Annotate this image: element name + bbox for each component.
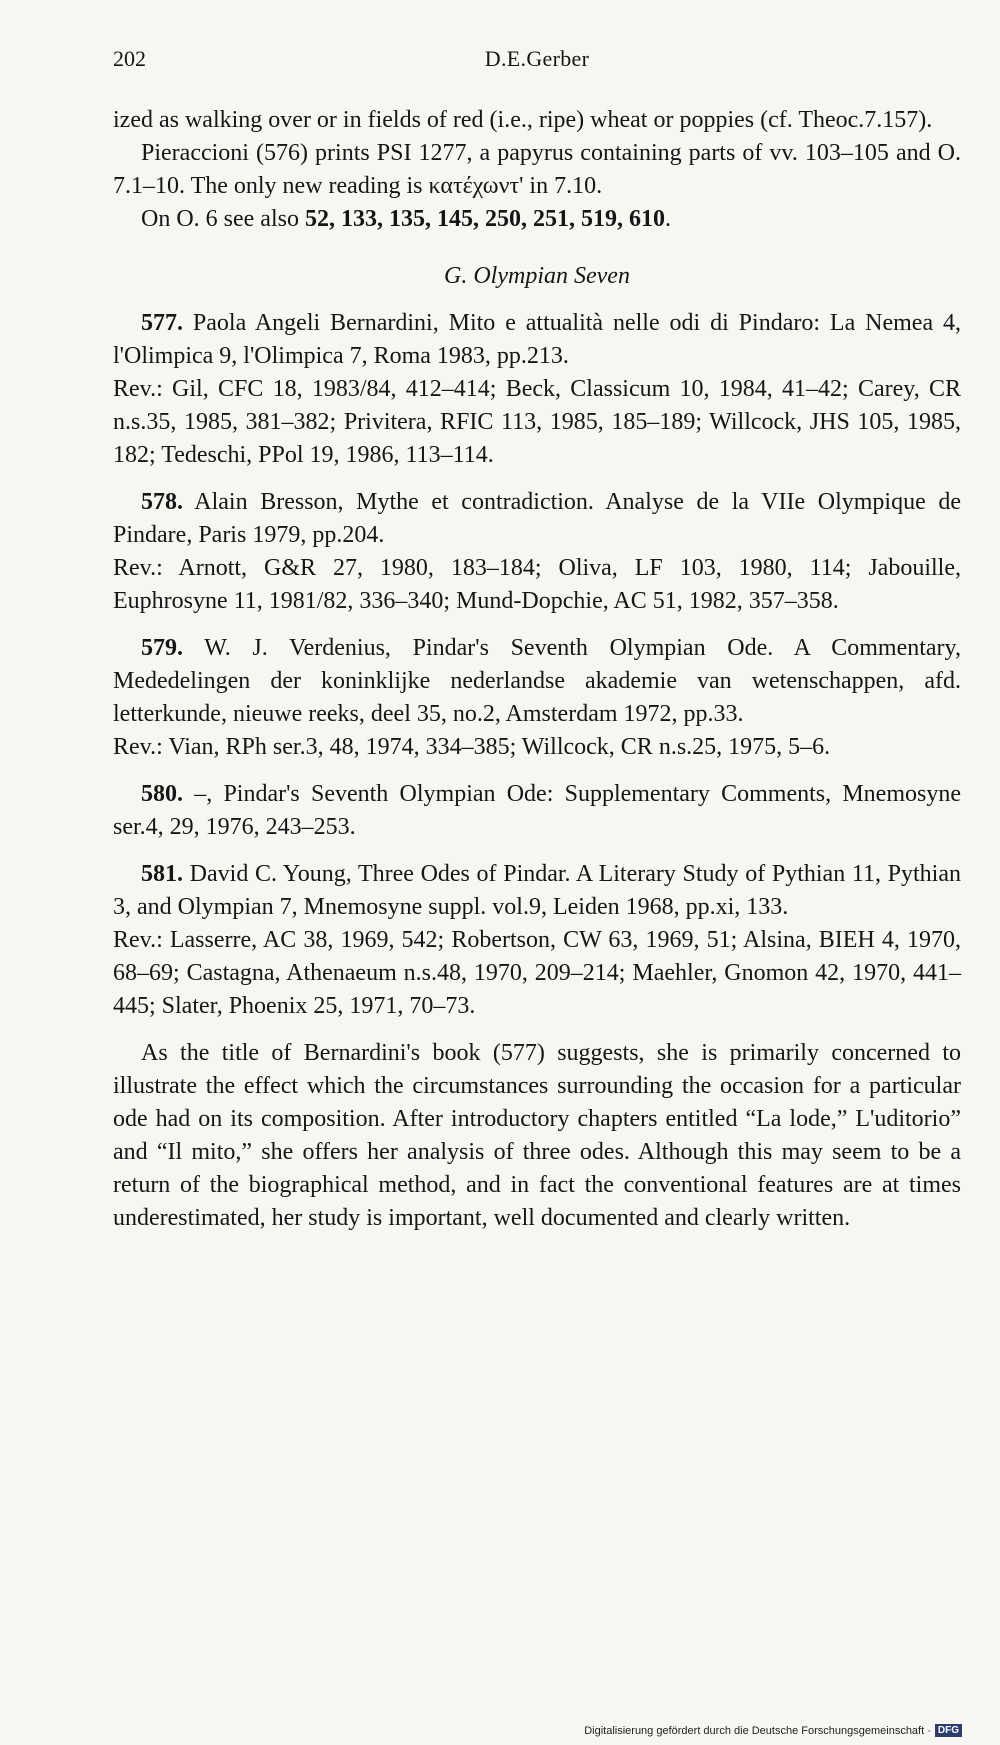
cross-references: 52, 133, 135, 145, 250, 251, 519, 610 [304,206,665,232]
entry-reviews: Rev.: Arnott, G&R 27, 1980, 183–184; Oliva, LF 103, 1980, 114; Jabouille, Euphrosyne 11, 1981/82, 336–340; Mund-Dopchie, AC 51, 1982, 357–358. [113,555,961,614]
entry-citation [113,307,961,373]
entry-number: 581. [141,861,183,887]
entry-citation [113,486,961,552]
entry-reviews: Rev.: Gil, CFC 18, 1983/84, 412–414; Beck, Classicum 10, 1984, 41–42; Carey, CR n.s.35, 1985, 381–382; Privitera, RFIC 113, 1985, 185–189; Willcock, JHS 105, 1985, 182; Tedeschi, PPol 19, 1986, 113–114. [113,376,961,468]
entry-citation [113,778,961,844]
intro-paragraph-3 [113,203,961,236]
running-head: D.E.Gerber [484,46,590,71]
digitization-footer [584,1724,962,1737]
bib-entry-580 [113,778,961,844]
entry-citation [113,632,961,731]
page-header [113,46,961,80]
intro-paragraph-1: ized as walking over or in fields of red (i.e., ripe) wheat or poppies (cf. Theoc.7.157). [113,107,933,133]
entry-text: –, Pindar's Seventh Olympian Ode: Supplementary Comments, Mnemosyne ser.4, 29, 1976, 243–253. [113,781,961,840]
intro-p3-text: On O. 6 see also [141,206,305,232]
intro-p3-end: . [664,206,671,232]
page-body [113,104,961,1235]
bib-entry-579 [113,632,961,764]
bib-entry-577 [113,307,961,472]
section-title: G. Olympian Seven [444,263,630,289]
intro-paragraph-2: Pieraccioni (576) prints PSI 1277, a papyrus containing parts of vv. 103–105 and O. 7.1–10. The only new reading is κατέχωντ' in 7.10. [113,140,961,199]
closing-paragraph: As the title of Bernardini's book (577) suggests, she is primarily concerned to illustrate the effect which the circumstances surrounding the occasion for a particular ode had on its composition. After introductory chapters entitled “La lode,” L'uditorio” and “Il mito,” she offers her analysis of three odes. Although this may seem to be a return of the biographical method, and in fact the conventional features are at times underestimated, her study is important, well documented and clearly written. [113,1040,961,1231]
entry-number: 579. [141,635,183,661]
dfg-logo: DFG [935,1724,962,1737]
entry-reviews: Rev.: Vian, RPh ser.3, 48, 1974, 334–385; Willcock, CR n.s.25, 1975, 5–6. [113,734,831,760]
footer-text: Digitalisierung gefördert durch die Deutsche Forschungsgemeinschaft · [584,1724,931,1737]
entry-text: W. J. Verdenius, Pindar's Seventh Olympian Ode. A Commentary, Mededelingen der koninklijke nederlandse akademie van wetenschappen, afd. letterkunde, nieuwe reeks, deel 35, no.2, Amsterdam 1972, pp.33. [113,635,961,727]
entry-number: 580. [141,781,183,807]
entry-text: Alain Bresson, Mythe et contradiction. Analyse de la VIIe Olympique de Pindare, Paris 1979, pp.204. [113,489,961,548]
entry-text: David C. Young, Three Odes of Pindar. A Literary Study of Pythian 11, Pythian 3, and Olympian 7, Mnemosyne suppl. vol.9, Leiden 1968, pp.xi, 133. [113,861,961,920]
entry-citation [113,858,961,924]
bib-entry-581 [113,858,961,1023]
bib-entry-578 [113,486,961,618]
entry-text: Paola Angeli Bernardini, Mito e attualità nelle odi di Pindaro: La Nemea 4, l'Olimpica 9, l'Olimpica 7, Roma 1983, pp.213. [113,310,962,369]
entry-number: 577. [141,310,183,336]
entry-number: 578. [141,489,183,515]
page-number: 202 [113,46,146,71]
entry-reviews: Rev.: Lasserre, AC 38, 1969, 542; Robertson, CW 63, 1969, 51; Alsina, BIEH 4, 1970, 68–69; Castagna, Athenaeum n.s.48, 1970, 209–214; Maehler, Gnomon 42, 1970, 441–445; Slater, Phoenix 25, 1971, 70–73. [113,927,961,1019]
